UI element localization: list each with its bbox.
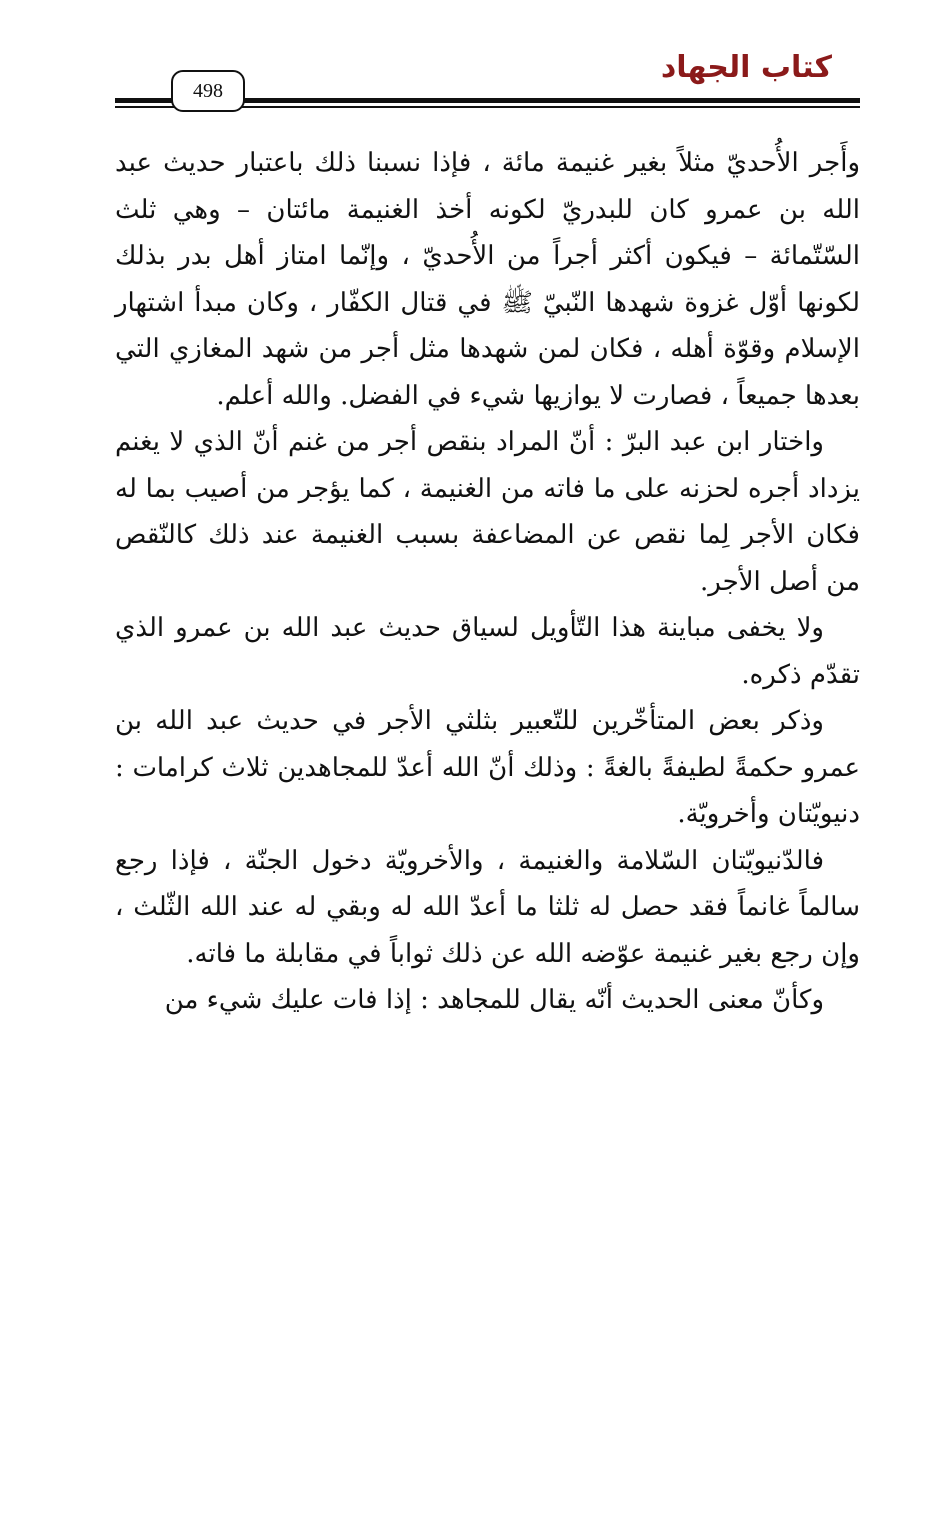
body-text <box>115 140 860 1024</box>
paragraph: وأَجر الأُحديّ مثلاً بغير غنيمة مائة ، فإذا نسبنا ذلك باعتبار حديث عبد الله بن عمرو كان للبدريّ لكونه أخذ الغنيمة مائتان – وهي ثلث السّتّمائة – فيكون أكثر أجراً من الأُحديّ ، وإنّما امتاز أهل بدر بذلك لكونها أوّل غزوة شهدها النّبيّ ﷺ في قتال الكفّار ، وكان مبدأ اشتهار الإسلام وقوّة أهله ، فكان لمن شهدها مثل أجر من شهد المغازي التي بعدها جميعاً ، فصارت لا يوازيها شيء في الفضل. والله أعلم. <box>115 148 860 411</box>
paragraph: ولا يخفى مباينة هذا التّأويل لسياق حديث عبد الله بن عمرو الذي تقدّم ذكره. <box>115 613 860 690</box>
paragraph: وذكر بعض المتأخّرين للتّعبير بثلثي الأجر في حديث عبد الله بن عمرو حكمةً لطيفةً بالغةً : وذلك أنّ الله أعدّ للمجاهدين ثلاث كرامات : دنيويّتان وأخرويّة. <box>115 706 860 829</box>
paragraph: وكأنّ معنى الحديث أنّه يقال للمجاهد : إذا فات عليك شيء من <box>164 985 824 1015</box>
page-number: 498 <box>171 70 245 112</box>
book-title: كتاب الجهاد <box>660 50 832 85</box>
paragraph: فالدّنيويّتان السّلامة والغنيمة ، والأخرويّة دخول الجنّة ، فإذا رجع سالماً غانماً فقد حصل له ثلثا ما أعدّ الله له وبقي له عند الله الثّلث ، وإن رجع بغير غنيمة عوّضه الله عن ذلك ثواباً في مقابلة ما فاته. <box>115 845 860 969</box>
page-header <box>0 0 945 130</box>
paragraph: واختار ابن عبد البرّ : أنّ المراد بنقص أجر من غنم أنّ الذي لا يغنم يزداد أجره لحزنه على ما فاته من الغنيمة ، كما يؤجر من أصيب بما له فكان الأجر لِما نقص عن المضاعفة بسبب الغنيمة عند ذلك كالنّقص من أصل الأجر. <box>115 427 860 597</box>
